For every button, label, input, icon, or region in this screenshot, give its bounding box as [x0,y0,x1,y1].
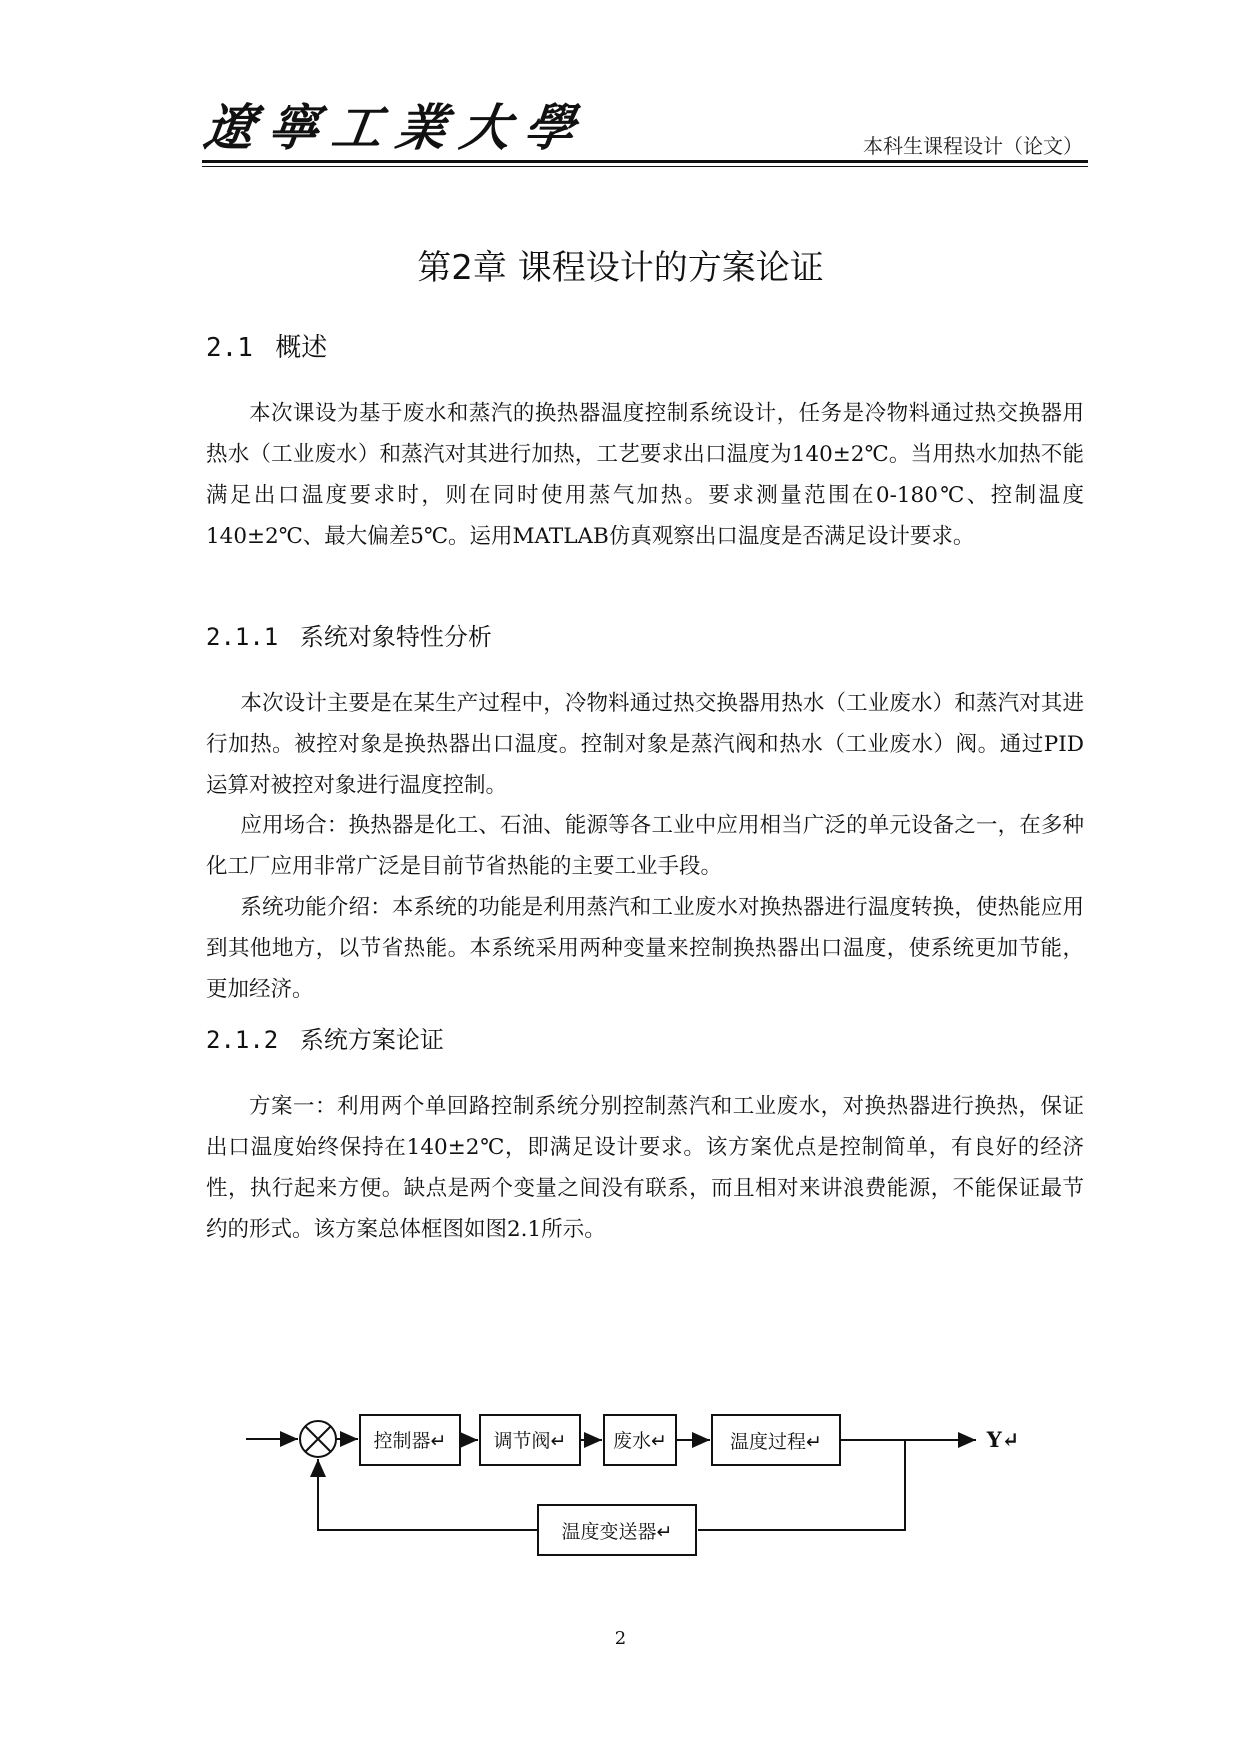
section-title: 系统对象特性分析 [299,623,492,651]
label-temperature-process: 温度过程↵ [730,1431,822,1453]
page-number: 2 [614,1628,627,1649]
feedback-line-right [698,1440,905,1530]
header-rule [202,160,1088,163]
paragraph-overview: 本次课设为基于废水和蒸汽的换热器温度控制系统设计，任务是冷物料通过热交换器用热水（工业废水）和蒸汽对其进行加热，工艺要求出口温度为140±2℃。当用热水加热不能满足出口温度要求时，则在同时使用蒸气加热。要求测量范围在0-180℃、控制温度140±2℃、最大偏差5℃。运用MATLAB仿真观察出口温度是否满足设计要求。 [206,401,1084,549]
section-title: 系统方案论证 [299,1026,444,1054]
header-subtitle: 本科生课程设计（论文） [863,134,1083,158]
paragraph-application: 应用场合：换热器是化工、石油、能源等各工业中应用相当广泛的单元设备之一，在多种化工厂应用非常广泛是目前节省热能的主要工业手段。 [206,813,1084,879]
section-number: 2.1.1 [206,623,279,651]
label-controller: 控制器↵ [373,1430,447,1452]
paragraph-function: 系统功能介绍：本系统的功能是利用蒸汽和工业废水对换热器进行温度转换，使热能应用到其他地方，以节省热能。本系统采用两种变量来控制换热器出口温度，使系统更加节能，更加经济。 [206,895,1084,1002]
section-heading-2-1 [206,327,327,364]
section-heading-2-1-1 [206,617,492,652]
header-rule-thin [202,166,1088,167]
university-logo: 遼寧工業大學 [200,98,593,157]
section-heading-2-1-2 [206,1020,444,1055]
control-block-diagram [240,1405,1040,1565]
paragraph-object-analysis: 本次设计主要是在某生产过程中，冷物料通过热交换器用热水（工业废水）和蒸汽对其进行加热。被控对象是换热器出口温度。控制对象是蒸汽阀和热水（工业废水）阀。通过PID运算对被控对象进行温度控制。 [206,691,1084,798]
section-title: 概述 [275,333,328,363]
label-temperature-transmitter: 温度变送器↵ [561,1521,673,1543]
label-wastewater: 废水↵ [613,1430,667,1452]
feedback-line-left [318,1459,538,1530]
paragraph-scheme-one: 方案一：利用两个单回路控制系统分别控制蒸汽和工业废水，对换热器进行换热，保证出口温度始终保持在140±2℃，即满足设计要求。该方案优点是控制简单，有良好的经济性，执行起来方便。缺点是两个变量之间没有联系，而且相对来讲浪费能源，不能保证最节约的形式。该方案总体框图如图2.1所示。 [206,1094,1084,1242]
label-valve: 调节阀↵ [493,1430,567,1452]
chapter-title: 第2章 课程设计的方案论证 [417,248,824,288]
section-number: 2.1 [206,333,253,363]
label-output-y: Y↵ [986,1427,1020,1452]
section-number: 2.1.2 [206,1026,279,1054]
